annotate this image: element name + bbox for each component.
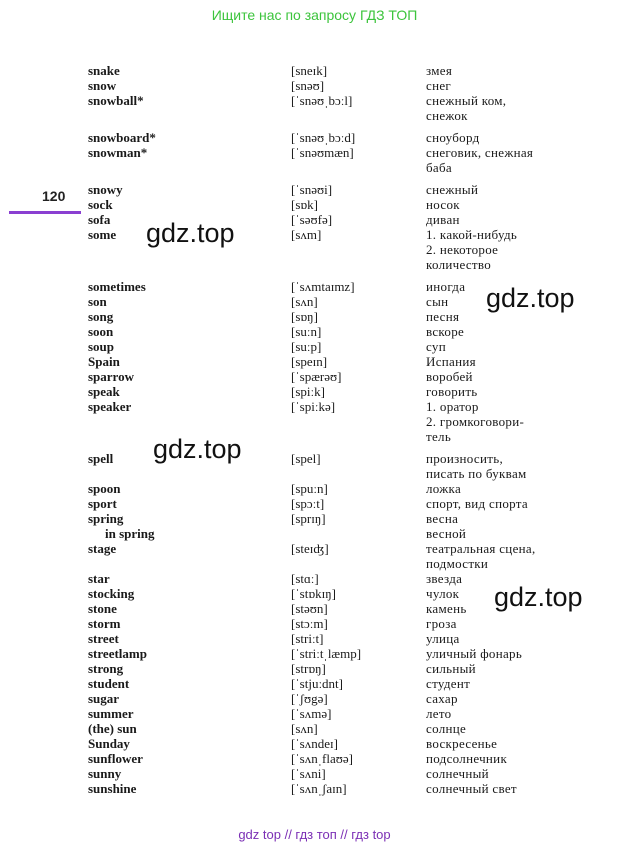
english-word: soon [88,324,114,339]
page-number: 120 [42,188,66,204]
vocab-entry [0,541,629,556]
transcription: [ˈsəʊfə] [291,212,333,227]
vocab-entry [0,526,629,541]
transcription: [spiːk] [291,384,325,399]
transcription: [spɔːt] [291,496,325,511]
transcription: [ˈsʌmə] [291,706,332,721]
transcription: [ˈstɒkɪŋ] [291,586,336,601]
vocab-entry-continuation [0,242,629,257]
transcription: [spel] [291,451,321,466]
english-word: sparrow [88,369,134,384]
russian-translation: диван [426,212,460,227]
english-word: sock [88,197,113,212]
transcription: [ˈsnəʊmæn] [291,145,354,160]
vocab-entry [0,721,629,736]
russian-translation: весной [426,526,467,541]
vocab-entry [0,324,629,339]
russian-translation: Испания [426,354,476,369]
transcription: [ˈsʌnˌflaʊə] [291,751,353,766]
english-word: sofa [88,212,111,227]
vocab-entry [0,661,629,676]
russian-translation: театральная сцена, [426,541,536,556]
transcription: [strɒŋ] [291,661,326,676]
transcription: [ˈsʌmtaɪmz] [291,279,355,294]
russian-translation: сахар [426,691,458,706]
russian-translation: солнце [426,721,467,736]
english-word: sunny [88,766,122,781]
russian-translation: баба [426,160,452,175]
russian-translation: 2. некоторое [426,242,499,257]
transcription: [ˈsʌnˌʃaɪn] [291,781,347,796]
entry-gap [0,123,629,130]
vocab-entry [0,616,629,631]
vocab-entry-continuation [0,414,629,429]
vocab-entry-continuation [0,160,629,175]
vocab-entry [0,78,629,93]
english-word: street [88,631,119,646]
english-word: (the) sun [88,721,137,736]
transcription: [ˈsʌni] [291,766,326,781]
transcription: [ˈʃʊgə] [291,691,328,706]
transcription: [stɑː] [291,571,319,586]
transcription: [sʌn] [291,294,318,309]
english-word: in spring [105,526,155,541]
vocab-entry [0,631,629,646]
english-word: spoon [88,481,121,496]
transcription: [sprɪŋ] [291,511,326,526]
transcription: [snəʊ] [291,78,325,93]
transcription: [sʌm] [291,227,322,242]
transcription: [striːt] [291,631,324,646]
russian-translation: воскресенье [426,736,498,751]
entry-gap [0,272,629,279]
english-word: snow [88,78,117,93]
vocab-entry [0,706,629,721]
transcription: [ˈstjuːdnt] [291,676,343,691]
vocab-entry [0,496,629,511]
english-word: sport [88,496,117,511]
entry-gap [0,444,629,451]
vocab-entry [0,751,629,766]
russian-translation: снег [426,78,452,93]
russian-translation: сноуборд [426,130,480,145]
russian-translation: тель [426,429,452,444]
watermark: gdz.top [146,218,235,248]
english-word: snowman* [88,145,148,160]
transcription: [speɪn] [291,354,328,369]
vocab-entry [0,212,629,227]
transcription: [ˈspiːkə] [291,399,336,414]
transcription: [stəʊn] [291,601,328,616]
russian-translation: змея [426,63,453,78]
transcription: [sʌn] [291,721,318,736]
english-word: snowboard* [88,130,156,145]
russian-translation: снеговик, снежная [426,145,534,160]
english-word: song [88,309,114,324]
russian-translation: лето [426,706,452,721]
russian-translation: уличный фонарь [426,646,523,661]
english-word: spring [88,511,124,526]
english-word: star [88,571,110,586]
vocab-entry [0,354,629,369]
english-word: sunshine [88,781,137,796]
russian-translation: воробей [426,369,473,384]
english-word: stage [88,541,117,556]
vocab-entry [0,384,629,399]
russian-translation: студент [426,676,471,691]
vocabulary-list [0,63,629,796]
vocab-entry [0,781,629,796]
transcription: [ˈsnəʊˌbɔːd] [291,130,356,145]
english-word: stocking [88,586,135,601]
russian-translation: суп [426,339,446,354]
english-word: sunflower [88,751,143,766]
vocab-entry [0,399,629,414]
russian-translation: гроза [426,616,457,631]
vocab-entry [0,339,629,354]
english-word: strong [88,661,124,676]
russian-translation: солнечный [426,766,489,781]
english-word: son [88,294,107,309]
transcription: [suːn] [291,324,322,339]
english-word: streetlamp [88,646,147,661]
russian-translation: писать по буквам [426,466,527,481]
russian-translation: камень [426,601,467,616]
watermark: gdz.top [494,582,583,612]
english-word: snowball* [88,93,144,108]
english-word: sugar [88,691,120,706]
english-word: spell [88,451,114,466]
russian-translation: 1. оратор [426,399,479,414]
vocab-entry [0,676,629,691]
vocab-entry-continuation [0,466,629,481]
russian-translation: подсолнечник [426,751,508,766]
vocab-entry-continuation [0,108,629,123]
russian-translation: произносить, [426,451,504,466]
transcription: [ˈsnəʊi] [291,182,333,197]
vocab-entry-continuation [0,257,629,272]
vocab-entry [0,511,629,526]
transcription: [ˈsʌndeɪ] [291,736,338,751]
english-word: student [88,676,130,691]
russian-translation: солнечный свет [426,781,517,796]
watermark: gdz.top [153,434,242,464]
vocab-entry [0,182,629,197]
english-word: summer [88,706,134,721]
russian-translation: носок [426,197,460,212]
entry-gap [0,175,629,182]
russian-translation: вскоре [426,324,465,339]
russian-translation: иногда [426,279,466,294]
vocab-entry [0,369,629,384]
russian-translation: ложка [426,481,462,496]
english-word: snake [88,63,120,78]
watermark: gdz.top [486,283,575,313]
vocab-entry [0,197,629,212]
footer-links: gdz top // гдз топ // гдз top [238,827,391,842]
russian-translation: сын [426,294,449,309]
english-word: speak [88,384,120,399]
search-banner: Ищите нас по запросу ГДЗ ТОП [211,7,418,23]
transcription: [sneɪk] [291,63,328,78]
transcription: [spuːn] [291,481,328,496]
russian-translation: звезда [426,571,463,586]
english-word: Spain [88,354,120,369]
russian-translation: количество [426,257,492,272]
russian-translation: песня [426,309,460,324]
english-word: snowy [88,182,123,197]
vocab-entry-continuation [0,556,629,571]
russian-translation: чулок [426,586,460,601]
transcription: [stɔːm] [291,616,328,631]
transcription: [steɪʤ] [291,541,329,556]
russian-translation: подмостки [426,556,489,571]
vocab-entry [0,93,629,108]
transcription: [suːp] [291,339,322,354]
russian-translation: снежный [426,182,479,197]
russian-translation: говорить [426,384,478,399]
vocab-entry [0,63,629,78]
russian-translation: весна [426,511,459,526]
vocab-entry [0,130,629,145]
russian-translation: спорт, вид спорта [426,496,528,511]
vocab-entry [0,691,629,706]
russian-translation: снежок [426,108,468,123]
english-word: speaker [88,399,132,414]
english-word: storm [88,616,121,631]
english-word: stone [88,601,117,616]
english-word: soup [88,339,115,354]
transcription: [ˈsnəʊˌbɔːl] [291,93,353,108]
vocab-entry [0,145,629,160]
vocab-entry [0,736,629,751]
transcription: [ˈstriːtˌlæmp] [291,646,362,661]
english-word: Sunday [88,736,130,751]
transcription: [sɒŋ] [291,309,318,324]
vocab-entry [0,646,629,661]
vocab-entry [0,227,629,242]
english-word: some [88,227,117,242]
russian-translation: сильный [426,661,476,676]
english-word: sometimes [88,279,146,294]
russian-translation: 1. какой-нибудь [426,227,518,242]
vocab-entry [0,451,629,466]
vocab-entry [0,766,629,781]
vocab-entry [0,481,629,496]
transcription: [sɒk] [291,197,319,212]
vocab-entry-continuation [0,429,629,444]
russian-translation: улица [426,631,460,646]
transcription: [ˈspærəʊ] [291,369,342,384]
russian-translation: 2. громкоговори- [426,414,525,429]
russian-translation: снежный ком, [426,93,507,108]
